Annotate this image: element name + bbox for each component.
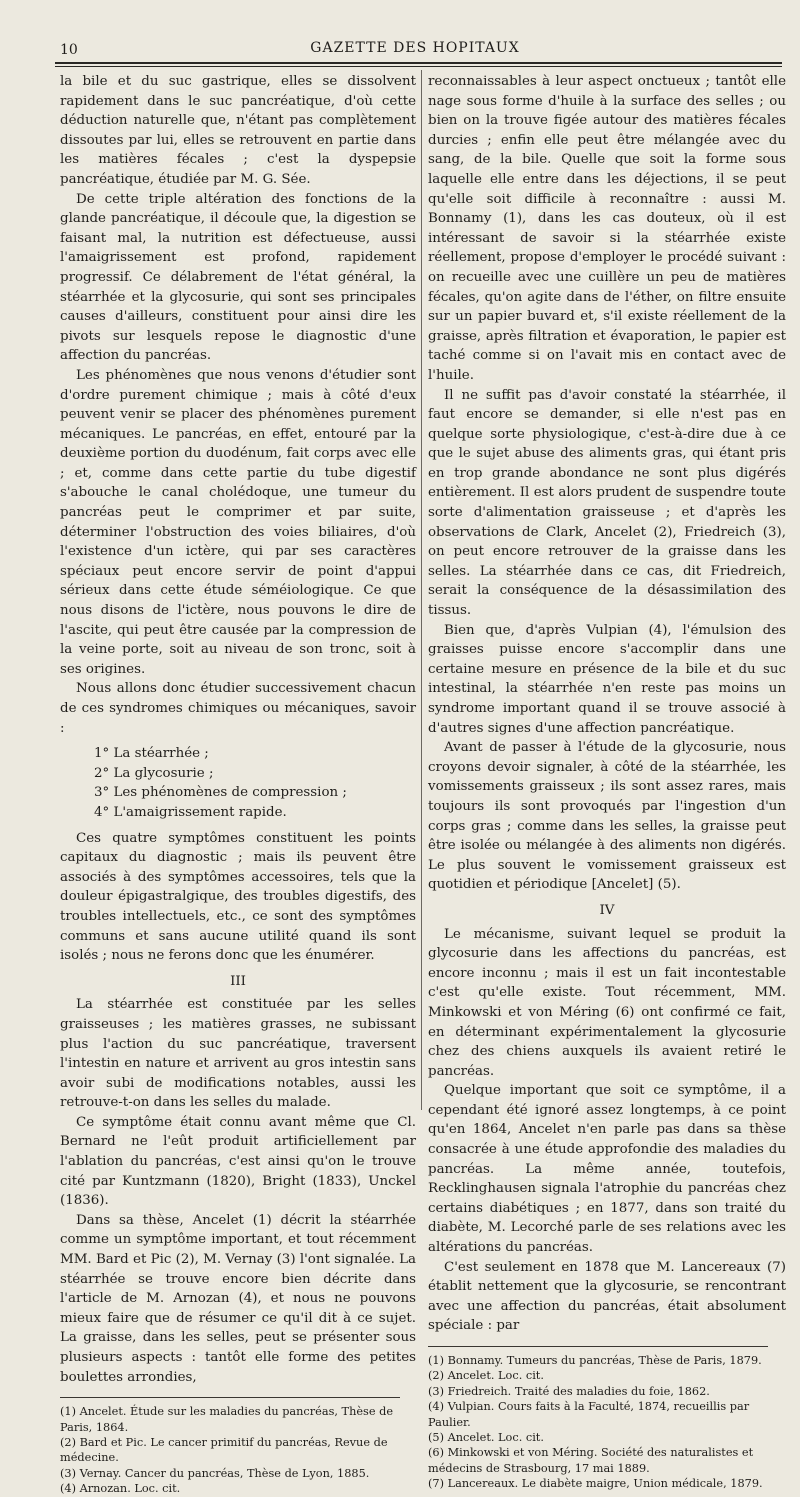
paragraph: Dans sa thèse, Ancelet (1) décrit la stéarrhée comme un symptôme important, et tout récemment MM. Bard et Pic (2), M. Vernay (3) l'ont signalée. La stéarrhée se trouve encore bien décrite dans l'article de M. Arnozan (4), et nous ne pouvons mieux faire que de résumer ce qu'il dit à ce sujet. La graisse, dans les selles, peut se présenter sous plusieurs aspects : tantôt elle forme des petites boulettes arrondies, bbox=[60, 1212, 416, 1385]
footnote: (3) Vernay. Cancer du pancréas, Thèse de Lyon, 1885. bbox=[60, 1466, 370, 1480]
footnotes bbox=[428, 1353, 786, 1492]
paragraph: la bile et du suc gastrique, elles se dissolvent rapidement dans le suc pancréatique, d'où cette déduction naturelle que, n'étant pas complètement dissoutes par lui, elles se retrouvent en partie dans les matières fécales ; c'est la dyspepsie pancréatique, étudiée par M. G. Sée. bbox=[60, 74, 416, 187]
footnote: (3) Friedreich. Traité des maladies du foie, 1862. bbox=[428, 1384, 710, 1398]
footnote: (1) Ancelet. Étude sur les maladies du pancréas, Thèse de Paris, 1864. bbox=[60, 1405, 394, 1434]
paragraph: reconnaissables à leur aspect onctueux ; tantôt elle nage sous forme d'huile à la surface des selles ; ou bien on la trouve figée autour des matières fécales durcies ; enfin elle peut être mélangée avec du sang, de la bile. Quelle que soit la forme sous laquelle elle entre dans les déjections, il se peut qu'elle soit difficile à reconnaître : aussi M. Bonnamy (1), dans les cas douteux, où il est intéressant de savoir si la stéarrhée existe réellement, propose d'employer le procédé suivant : on recueille avec une cuillère un peu de matières fécales, qu'on agite dans de l'éther, on filtre ensuite sur un papier buvard et, s'il existe réellement de la graisse, après filtration et évaporation, le papier est taché comme si on l'avait mis en contact avec de l'huile. bbox=[428, 74, 786, 383]
paragraph: Avant de passer à l'étude de la glycosurie, nous croyons devoir signaler, à côté de la stéarrhée, les vomissements graisseux ; ils sont assez rares, mais toujours ils sont provoqués par l'ingestion d'un corps gras ; comme dans les selles, la graisse peut être isolée ou mélangée à des aliments non digérés. Le plus souvent le vomissement graisseux est quotidien et périodique [Ancelet] (5). bbox=[428, 740, 786, 893]
footnote-rule bbox=[60, 1397, 400, 1398]
paragraph: De cette triple altération des fonctions de la glande pancréatique, il découle que, la digestion se faisant mal, la nutrition est défectueuse, aussi l'amaigrissement est profond, rapidement progressif. Ce délabrement de l'état général, la stéarrhée et la glycosurie, qui sont ses principales causes d'ailleurs, constituent pour ainsi dire les pivots sur lesquels repose le diagnostic d'une affection du pancréas. bbox=[60, 191, 416, 364]
page-number: 10 bbox=[60, 42, 78, 58]
footnote: (5) Ancelet. Loc. cit. bbox=[428, 1431, 544, 1445]
section-heading: III bbox=[230, 973, 246, 989]
paragraph: Ce symptôme était connu avant même que Cl. Bernard ne l'eût produit artificiellement par l'ablation du pancréas, c'est ainsi qu'on le trouve cité par Kuntzmann (1820), Bright (1833), Unckel (1836). bbox=[60, 1114, 416, 1209]
list-item: 3° Les phénomènes de compression ; bbox=[94, 785, 347, 801]
header-rule bbox=[55, 62, 782, 64]
paragraph: C'est seulement en 1878 que M. Lancereaux (7) établit nettement que la glycosurie, se rencontrant avec une affection du pancréas, était absolument spéciale : par bbox=[428, 1259, 786, 1334]
paragraph: Bien que, d'après Vulpian (4), l'émulsion des graisses puisse encore s'accomplir dans une certaine mesure en présence de la bile et du suc intestinal, la stéarrhée n'en reste pas moins un syndrome important quand il se trouve associé à d'autres signes d'une affection pancréatique. bbox=[428, 622, 786, 736]
list-item: 1° La stéarrhée ; bbox=[94, 746, 209, 762]
running-title: GAZETTE DES HOPITAUX bbox=[310, 40, 520, 56]
footnotes bbox=[60, 1404, 416, 1496]
list-item: 2° La glycosurie ; bbox=[94, 765, 214, 781]
left-column bbox=[60, 72, 416, 1497]
paragraph: La stéarrhée est constituée par les selles graisseuses ; les matières grasses, ne subissant plus l'action du suc pancréatique, traversent l'intestin en nature et arrivent au gros intestin sans avoir subi de modifications notables, aussi les retrouve-t-on dans les selles du malade. bbox=[60, 997, 416, 1111]
header-rule-thin bbox=[55, 66, 782, 67]
footnote: (2) Bard et Pic. Le cancer primitif du pancréas, Revue de médecine. bbox=[60, 1436, 388, 1465]
footnote: (1) Bonnamy. Tumeurs du pancréas, Thèse de Paris, 1879. bbox=[428, 1354, 762, 1367]
paragraph: Nous allons donc étudier successivement chacun de ces syndromes chimiques ou mécaniques, savoir : bbox=[60, 681, 416, 736]
footnote: (4) Vulpian. Cours faits à la Faculté, 1874, recueillis par Paulier. bbox=[428, 1400, 750, 1429]
footnote: (6) Minkowski et von Méring. Société des naturalistes et médecins de Strasbourg, 17 mai 1889. bbox=[428, 1446, 754, 1475]
paragraph: Il ne suffit pas d'avoir constaté la stéarrhée, il faut encore se demander, si elle n'est pas en quelque sorte physiologique, c'est-à-dire due à ce que le sujet abuse des aliments gras, qui étant pris en trop grande abondance ne sont plus digérés entièrement. Il est alors prudent de suspendre toute sorte d'alimentation graisseuse ; et d'après les observations de Clark, Ancelet (2), Friedreich (3), on peut encore retrouver de la graisse dans les selles. La stéarrhée dans ce cas, dit Friedreich, serait la conséquence de la désassimilation des tissus. bbox=[428, 387, 786, 619]
paragraph: Quelque important que soit ce symptôme, il a cependant été ignoré assez longtemps, à ce point qu'en 1864, Ancelet n'en parle pas dans sa thèse consacrée à une étude approfondie des maladies du pancréas. La même année, toutefois, Recklinghausen signala l'atrophie du pancréas chez certains diabétiques ; en 1877, dans son traité du diabète, M. Lecorché parle de ses relations avec les altérations du pancréas. bbox=[428, 1083, 786, 1256]
column-divider bbox=[421, 70, 422, 1110]
paragraph: Ces quatre symptômes constituent les points capitaux du diagnostic ; mais ils peuvent être associés à des symptômes accessoires, tels que la douleur épigastralgique, des troubles digestifs, des troubles intellectuels, etc., ce sont des symptômes communs et sans aucune utilité quand ils sont isolés ; nous ne ferons donc que les énumérer. bbox=[60, 830, 416, 964]
paragraph: Les phénomènes que nous venons d'étudier sont d'ordre purement chimique ; mais à côté d'eux peuvent venir se placer des phénomènes purement mécaniques. Le pancréas, en effet, entouré par la deuxième portion du duodénum, fait corps avec elle ; et, comme dans cette partie du tube digestif s'abouche le canal cholédoque, une tumeur du pancréas peut le comprimer et par suite, déterminer l'obstruction des voies biliaires, d'où l'existence d'un ictère, qui par ses caractères spéciaux peut encore servir de point d'appui sérieux dans cette étude séméiologique. Ce que nous disons de l'ictère, nous pouvons le dire de l'ascite, qui peut être causée par la compression de la veine porte, soit au niveau de son tronc, soit à ses origines. bbox=[60, 367, 416, 677]
footnote-rule bbox=[428, 1346, 768, 1347]
symptom-list bbox=[60, 744, 416, 822]
list-item: 4° L'amaigrissement rapide. bbox=[94, 804, 287, 820]
footnote: (7) Lancereaux. Le diabète maigre, Union médicale, 1879. bbox=[428, 1477, 763, 1491]
paragraph: Le mécanisme, suivant lequel se produit la glycosurie dans les affections du pancréas, est encore inconnu ; mais il est un fait incontestable c'est qu'elle existe. Tout récemment, MM. Minkowski et von Méring (6) ont confirmé ce fait, en déterminant expérimentalement la glycosurie chez des chiens auxquels ils avaient retiré le pancréas. bbox=[428, 926, 786, 1079]
section-heading: IV bbox=[599, 902, 615, 918]
footnote: (2) Ancelet. Loc. cit. bbox=[428, 1369, 544, 1383]
page-header bbox=[60, 42, 770, 64]
right-column bbox=[428, 72, 786, 1492]
footnote: (4) Arnozan. Loc. cit. bbox=[60, 1482, 181, 1496]
